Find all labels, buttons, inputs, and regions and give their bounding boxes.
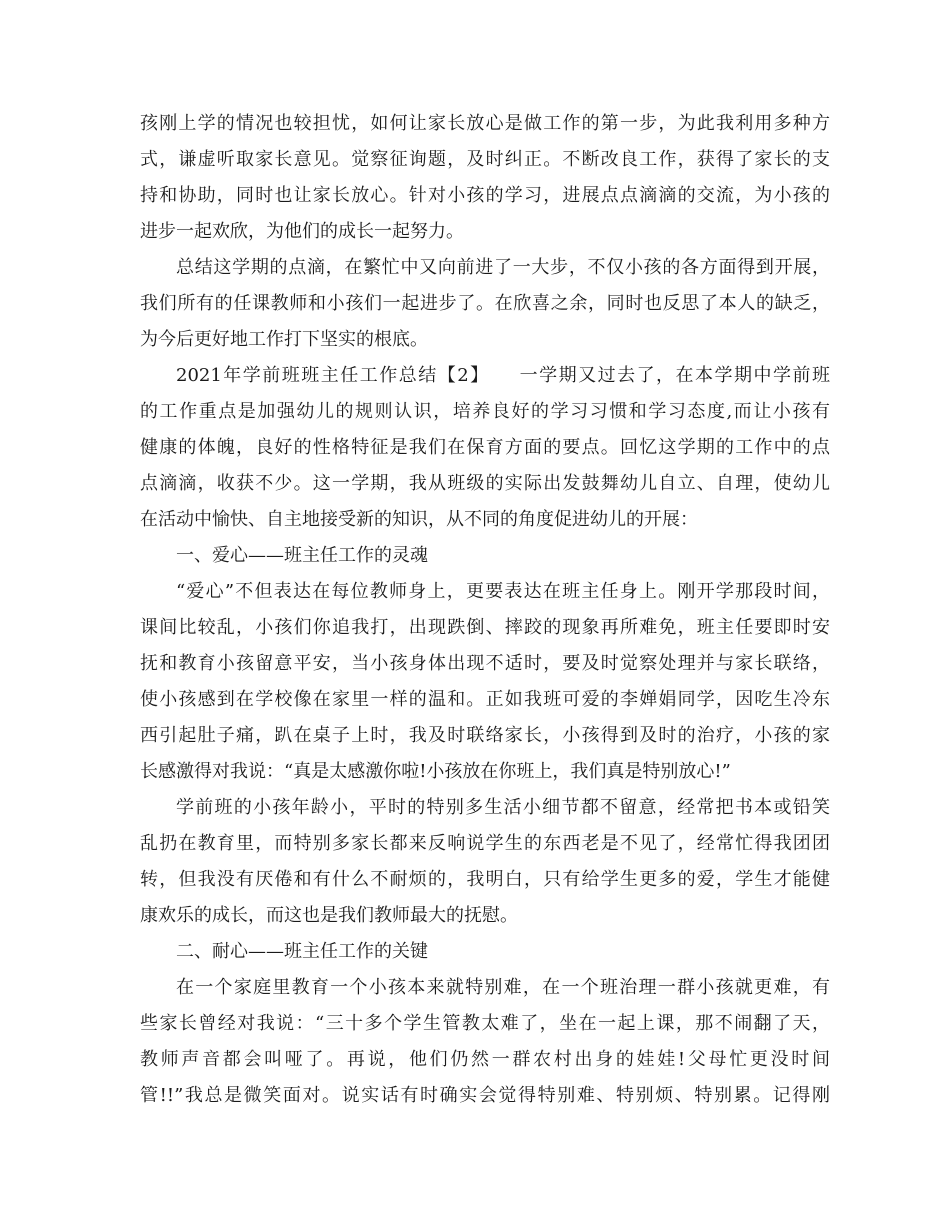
text-line: 些家长曾经对我说：“三十多个学生管教太难了，坐在一起上课，那不闹翻了天， <box>140 1013 830 1034</box>
text-line: “爱心”不但表达在每位教师身上，更要表达在班主任身上。刚开学那段时间， <box>176 581 830 602</box>
text-line: 在活动中愉快、自主地接受新的知识，从不同的角度促进幼儿的开展： <box>140 509 698 530</box>
document-body <box>140 106 830 1114</box>
text-line: 孩刚上学的情况也较担忧，如何让家长放心是做工作的第一步，为此我利用多种方 <box>140 113 830 134</box>
text-line: 课间比较乱，小孩们你追我打，出现跌倒、摔跤的现象再所难免，班主任要即时安 <box>140 617 830 638</box>
text-line: 为今后更好地工作打下坚实的根底。 <box>140 329 428 350</box>
text-line: 健康的体魄，良好的性格特征是我们在保育方面的要点。回忆这学期的工作中的点 <box>140 437 830 458</box>
text-line: 教师声音都会叫哑了。再说，他们仍然一群农村出身的娃娃!父母忙更没时间 <box>140 1049 830 1070</box>
text-line: 学前班的小孩年龄小，平时的特别多生活小细节都不留意，经常把书本或铅笑 <box>176 797 830 818</box>
text-line: 转，但我没有厌倦和有什么不耐烦的，我明白，只有给学生更多的爱，学生才能健 <box>140 869 830 890</box>
text-line: 在一个家庭里教育一个小孩本来就特别难，在一个班治理一群小孩就更难，有 <box>176 977 830 998</box>
text-line: 2021年学前班班主任工作总结【2】 一学期又过去了，在本学期中学前班 <box>176 365 830 386</box>
text-line: 一、爱心——班主任工作的灵魂 <box>176 545 428 566</box>
text-line: 持和协助，同时也让家长放心。针对小孩的学习，进展点点滴滴的交流，为小孩的 <box>140 185 830 206</box>
text-line: 长感激得对我说：“真是太感激你啦!小孩放在你班上，我们真是特别放心!” <box>140 761 731 782</box>
text-line: 西引起肚子痛，趴在桌子上时，我及时联络家长，小孩得到及时的治疗，小孩的家 <box>140 725 830 746</box>
text-line: 康欢乐的成长，而这也是我们教师最大的抚慰。 <box>140 905 518 926</box>
text-line: 的工作重点是加强幼儿的规则认识，培养良好的学习习惯和学习态度,而让小孩有 <box>140 401 830 422</box>
text-line: 式，谦虚听取家长意见。觉察征询题，及时纠正。不断改良工作，获得了家长的支 <box>140 149 830 170</box>
text-line: 抚和教育小孩留意平安，当小孩身体出现不适时，要及时觉察处理并与家长联络， <box>140 653 830 674</box>
text-line: 点滴滴，收获不少。这一学期，我从班级的实际出发鼓舞幼儿自立、自理，使幼儿 <box>140 473 830 494</box>
text-line: 总结这学期的点滴，在繁忙中又向前进了一大步，不仅小孩的各方面得到开展， <box>176 257 830 278</box>
text-line: 管!!”我总是微笑面对。说实话有时确实会觉得特别难、特别烦、特别累。记得刚 <box>140 1085 830 1106</box>
text-line: 进步一起欢欣，为他们的成长一起努力。 <box>140 221 464 242</box>
text-line: 二、耐心——班主任工作的关键 <box>176 941 428 962</box>
text-line: 使小孩感到在学校像在家里一样的温和。正如我班可爱的李婵娟同学，因吃生冷东 <box>140 689 830 710</box>
text-line: 我们所有的任课教师和小孩们一起进步了。在欣喜之余，同时也反思了本人的缺乏， <box>140 293 830 314</box>
text-line: 乱扔在教育里，而特别多家长都来反响说学生的东西老是不见了，经常忙得我团团 <box>140 833 830 854</box>
